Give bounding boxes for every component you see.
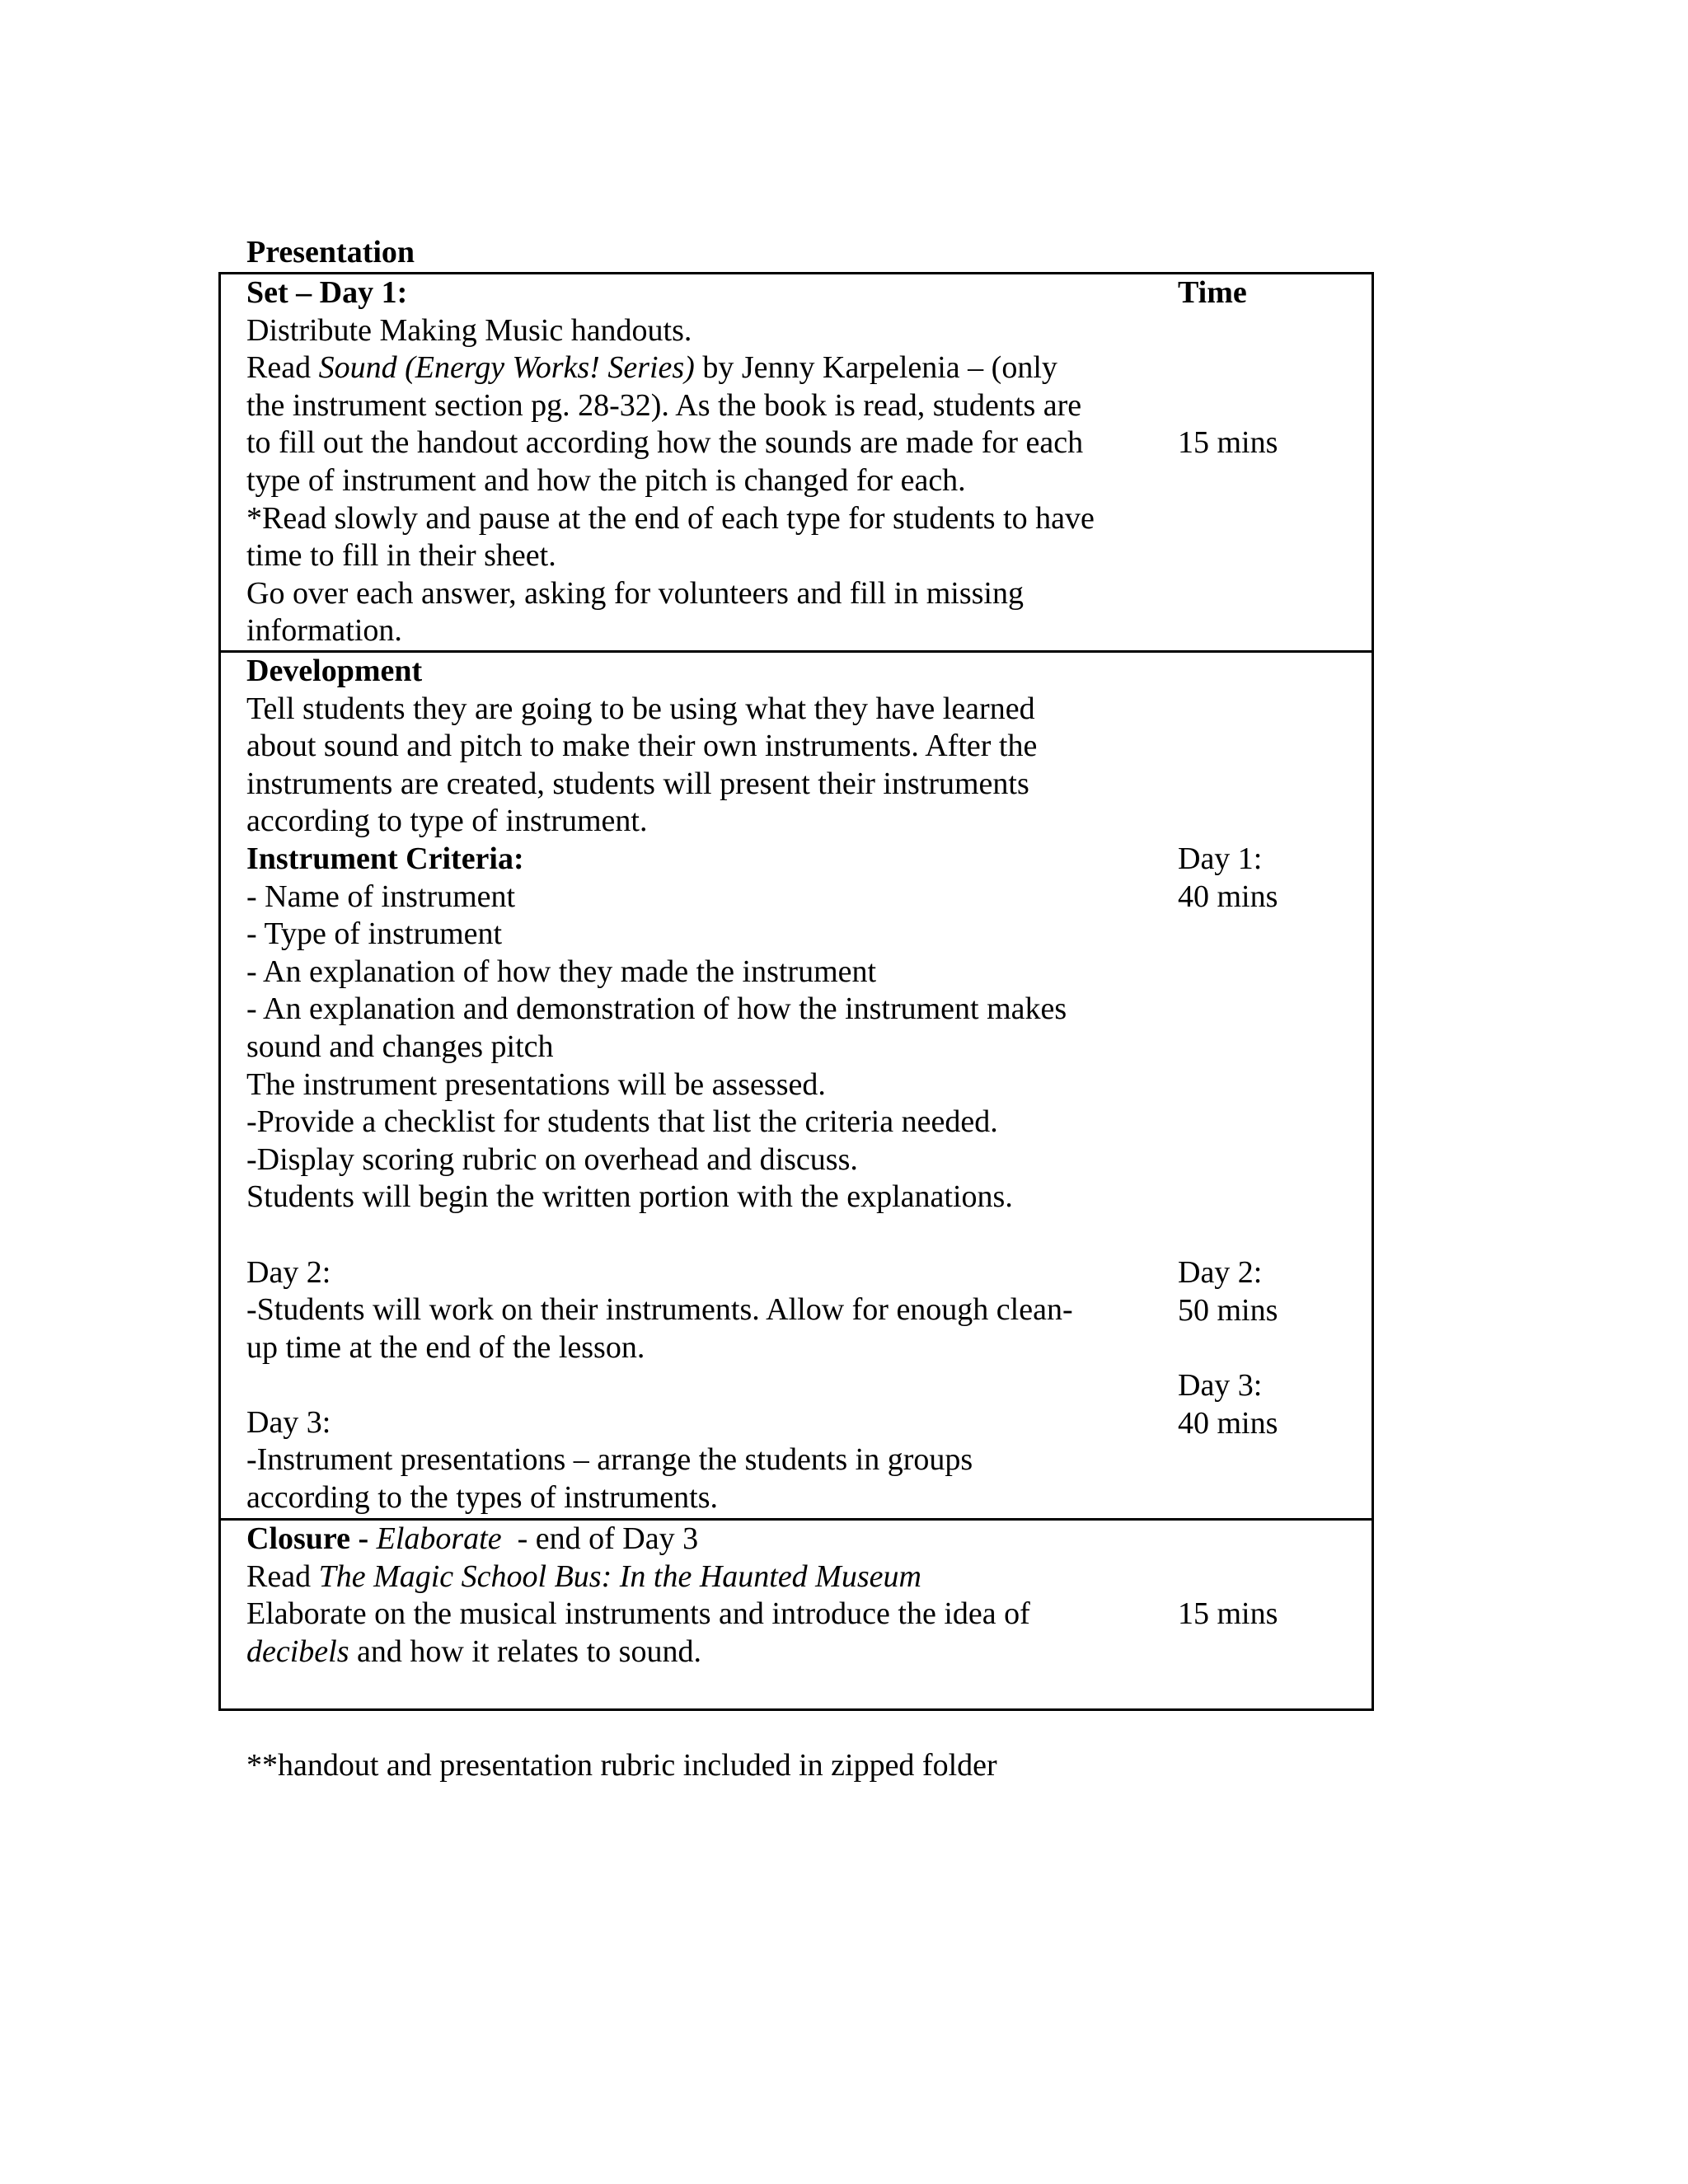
day3-line: according to the types of instruments. (246, 1480, 718, 1516)
set-row (221, 274, 1372, 650)
criteria-line: Students will begin the written portion with the explanations. (246, 1179, 1013, 1215)
closure-read-prefix: Read (246, 1558, 319, 1594)
set-time: 15 mins (1178, 425, 1278, 460)
lesson-plan-table (218, 272, 1374, 1711)
set-title: Set – Day 1: (246, 275, 408, 310)
set-line: *Read slowly and pause at the end of each type for students to have (246, 500, 1095, 536)
day3-time-label: Day 3: (1178, 1368, 1263, 1403)
closure-content (246, 1521, 1137, 1671)
set-read-line (246, 349, 1137, 387)
closure-line-rest: and how it relates to sound. (349, 1633, 701, 1669)
criteria-line: - An explanation and demonstration of how the instrument makes (246, 991, 1067, 1027)
set-line: Distribute Making Music handouts. (246, 312, 692, 348)
decibels-term: decibels (246, 1633, 349, 1669)
day3-line: -Instrument presentations – arrange the students in groups (246, 1442, 973, 1478)
set-line: information. (246, 613, 402, 649)
development-title: Development (246, 654, 423, 688)
closure-title-italic: Elaborate (376, 1521, 502, 1556)
time-header: Time (1178, 275, 1247, 310)
day2-line: up time at the end of the lesson. (246, 1329, 645, 1365)
criteria-line: - An explanation of how they made the instrument (246, 954, 877, 989)
criteria-line: -Display scoring rubric on overhead and discuss. (246, 1141, 858, 1177)
criteria-title: Instrument Criteria: (246, 841, 524, 876)
footnote: **handout and presentation rubric included in zipped folder (246, 1748, 997, 1783)
development-intro-line: Tell students they are going to be using what they have learned (246, 691, 1035, 726)
set-book-title: Sound (Energy Works! Series) (318, 350, 695, 386)
closure-title-rest: - end of Day 3 (501, 1521, 699, 1556)
day3-label: Day 3: (246, 1404, 331, 1440)
day2-time-label: Day 2: (1178, 1255, 1263, 1290)
closure-line: Elaborate on the musical instruments and introduce the idea of (246, 1596, 1030, 1632)
closure-title-bold: Closure - (246, 1521, 377, 1556)
development-intro-line: instruments are created, students will present their instruments (246, 766, 1029, 801)
day2-time-value: 50 mins (1178, 1293, 1278, 1328)
closure-title (246, 1521, 1137, 1558)
section-heading: Presentation (246, 235, 415, 269)
set-line: type of instrument and how the pitch is changed for each. (246, 462, 966, 498)
development-content (246, 653, 1137, 1517)
closure-book-title: The Magic School Bus: In the Haunted Museum (318, 1558, 921, 1594)
set-line: to fill out the handout according how the sounds are made for each (246, 425, 1084, 461)
criteria-line: -Provide a checklist for students that list the criteria needed. (246, 1104, 998, 1140)
set-line: time to fill in their sheet. (246, 538, 556, 574)
day2-label: Day 2: (246, 1254, 331, 1290)
set-line: the instrument section pg. 28-32). As the book is read, students are (246, 387, 1082, 423)
criteria-line: - Type of instrument (246, 916, 503, 952)
development-intro-line: about sound and pitch to make their own instruments. After the (246, 729, 1038, 764)
set-read-suffix: by Jenny Karpelenia – (only (694, 350, 1057, 386)
closure-read-line (246, 1558, 1137, 1596)
criteria-line: The instrument presentations will be assessed. (246, 1066, 826, 1102)
blank-line (246, 1216, 1137, 1254)
criteria-line: - Name of instrument (246, 879, 516, 914)
set-line: Go over each answer, asking for volunteers and fill in missing (246, 575, 1024, 611)
day1-time-value: 40 mins (1178, 879, 1278, 914)
day2-line: -Students will work on their instruments. Allow for enough clean- (246, 1292, 1073, 1328)
closure-row (221, 1518, 1372, 1708)
development-intro-line: according to type of instrument. (246, 804, 648, 839)
day3-time-value: 40 mins (1178, 1406, 1278, 1441)
development-row (221, 650, 1372, 1518)
set-content (246, 274, 1137, 650)
set-read-prefix: Read (246, 350, 319, 386)
day1-time-label: Day 1: (1178, 841, 1263, 876)
closure-line (246, 1633, 1137, 1671)
blank-line (246, 1366, 1137, 1404)
criteria-line: sound and changes pitch (246, 1029, 554, 1064)
closure-time: 15 mins (1178, 1596, 1278, 1631)
